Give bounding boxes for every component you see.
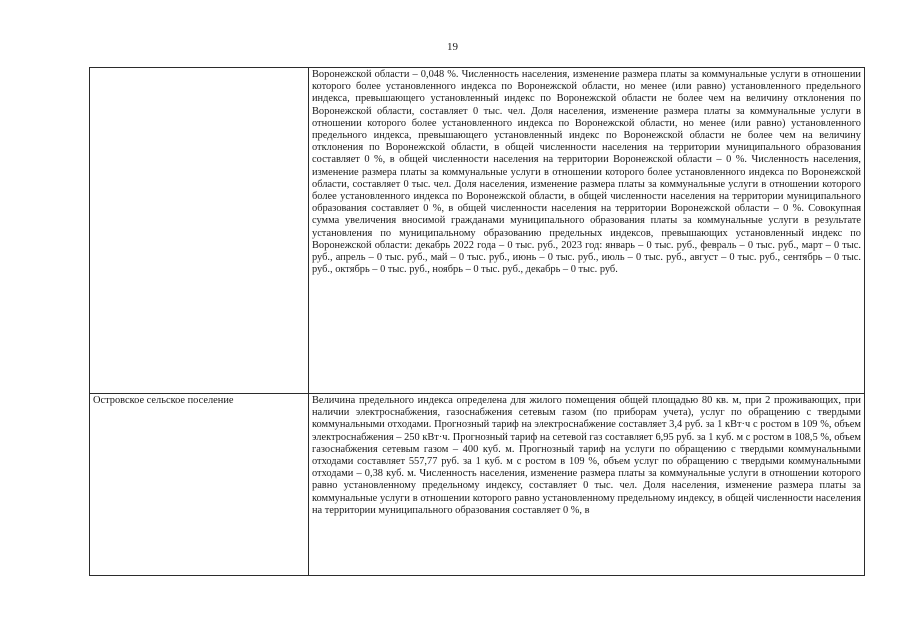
description-text: Величина предельного индекса определена для жилого помещения общей площадью 80 кв. м, при 2 проживающих, при наличии электроснабжения, газоснабжения сетевым газом (по приборам учета), услуг по обращению с твердыми коммунальными отходами. Прогнозный тариф на электроснабжение составляет 3,4 руб. за 1 кВт·ч с ростом в 109 %, объем электроснабжения – 250 кВт·ч. Прогнозный тариф на сетевой газ составляет 6,95 руб. за 1 куб. м с ростом в 108,5 %, объем газоснабжения сетевым газом – 400 куб. м. Прогнозный тариф на услуги по обращению с твердыми коммунальными отходами составляет 557,77 руб. за 1 куб. м с ростом в 109 %, объем услуг по обращению с твердыми коммунальными отходами – 0,38 куб. м. Численность населения, изменение размера платы за коммунальные услуги в отношении которого равно установленному предельному индексу, составляет 0 тыс. чел. Доля населения, изменение размера платы за коммунальные услуги в отношении которого равно установленному предельному индексу, в общей численности населения на территории муниципального образования составляет 0 %, в (312, 395, 861, 516)
table-row (90, 394, 865, 576)
municipality-name-cell (90, 394, 309, 576)
description-cell (309, 394, 865, 576)
description-text: Воронежской области – 0,048 %. Численность населения, изменение размера платы за коммунальные услуги в отношении которого более установленного индекса по Воронежской области, но менее (или равно) установленного предельного индекса, превышающего установленный индекс по Воронежской области не более чем на величину отклонения по Воронежской области, составляет 0 тыс. чел. Доля населения, изменение размера платы за коммунальные услуги в отношении которого более установленного индекса по Воронежской области, но менее (или равно) установленного предельного индекса, превышающего установленный индекс по Воронежской области не более чем на величину отклонения по Воронежской области, в общей численности населения на территории муниципального образования составляет 0 %, в общей численности населения на территории Воронежской области – 0 %. Численность населения, изменение размера платы за коммунальные услуги в отношении которого более установленного индекса по Воронежской области, составляет 0 тыс. чел. Доля населения, изменение размера платы за коммунальные услуги в отношении которого более установленного индекса по Воронежской области, в общей численности населения на территории муниципального образования составляет 0 %, в общей численности населения на территории Воронежской области – 0 %. Совокупная сумма увеличения вносимой гражданами муниципального образования платы за коммунальные услуги в результате установления по муниципальному образованию предельных индексов, превышающих установленный индекс по Воронежской области: декабрь 2022 года – 0 тыс. руб., 2023 год: январь – 0 тыс. руб., февраль – 0 тыс. руб., март – 0 тыс. руб., апрель – 0 тыс. руб., май – 0 тыс. руб., июнь – 0 тыс. руб., июль – 0 тыс. руб., август – 0 тыс. руб., сентябрь – 0 тыс. руб., октябрь – 0 тыс. руб., ноябрь – 0 тыс. руб., декабрь – 0 тыс. руб. (312, 69, 861, 276)
description-cell (309, 68, 865, 394)
municipality-name-cell (90, 68, 309, 394)
page-number: 19 (447, 41, 458, 53)
municipality-name: Островское сельское поселение (93, 395, 234, 406)
municipality-index-table (89, 67, 865, 576)
table-row (90, 68, 865, 394)
